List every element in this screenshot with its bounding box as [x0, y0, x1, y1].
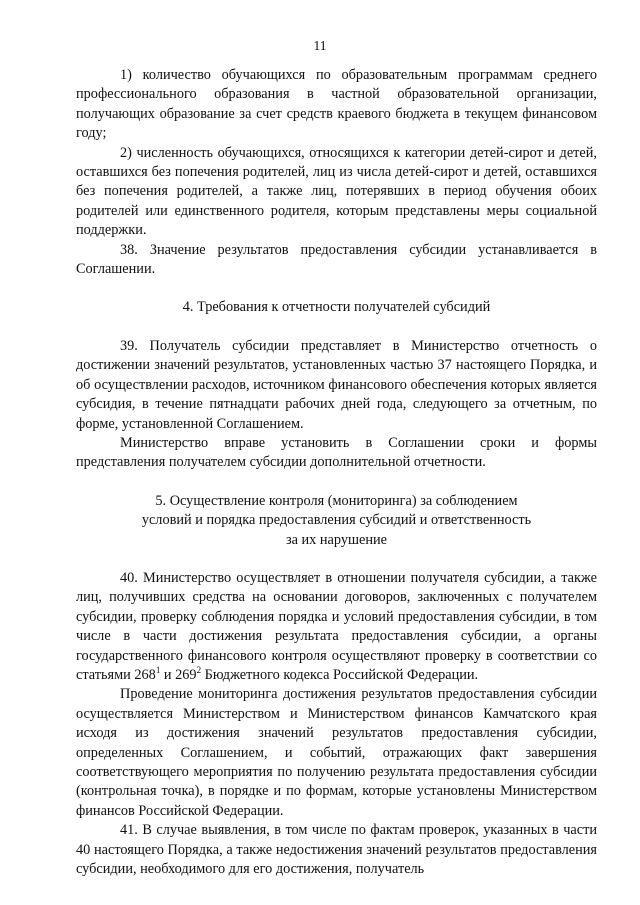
paragraph-40-text: 40. Министерство осуществляет в отношении получателя субсидии, а также лиц, получивших средства на основании договоров, заключенных с получателем субсидии, проверку соблюдения порядка и условий предоставления субсидии, в том числе в части достижения результата предоставления субсидии, а органы государственного финансового контроля осуществляют проверку в соответствии со статьями 268 — [76, 569, 597, 683]
spacer — [76, 473, 597, 492]
section-5-heading-line-3: за их нарушение — [285, 531, 388, 548]
document-body — [76, 66, 597, 879]
paragraph-monitoring: Проведение мониторинга достижения результатов предоставления субсидии осуществляется Министерством и Министерством финансов Камчатского края исходя из достижения значений результатов предоставления субсидии, определенных Соглашением, и событий, отражающих факт завершения соответствующего мероприятия по получению результата предоставления субсидии (контрольная точка), в порядке и по формам, которые установлены Министерством финансов Российской Федерации. — [76, 686, 597, 819]
paragraph-item-1: 1) количество обучающихся по образовательным программам среднего профессионального образования в частной образовательной организации, получающих образование за счет средств краевого бюджета в текущем финансовом году; — [76, 67, 597, 142]
section-4-heading: 4. Требования к отчетности получателей субсидий — [182, 299, 491, 316]
spacer — [76, 318, 597, 337]
paragraph-39-additional: Министерство вправе установить в Соглашении сроки и формы представления получателем субсидии дополнительной отчетности. — [76, 434, 597, 471]
paragraph-39: 39. Получатель субсидии представляет в Министерство отчетность о достижении значений результатов, установленных частью 37 настоящего Порядка, и об осуществлении расходов, источником финансового обеспечения которых является субсидия, в течение пятнадцати рабочих дней года, следующего за отчетным, по форме, установленной Соглашением. — [76, 337, 597, 432]
paragraph-item-2: 2) численность обучающихся, относящихся к категории детей-сирот и детей, оставшихся без попечения родителей, лиц из числа детей-сирот и детей, оставшихся без попечения родителей, а также лиц, потерявших в период обучения обоих родителей или единственного родителя, которым представлены меры социальной поддержки. — [76, 144, 597, 239]
superscript-2: 2 — [196, 665, 202, 676]
spacer — [76, 550, 597, 569]
spacer — [76, 279, 597, 298]
paragraph-41: 41. В случае выявления, в том числе по фактам проверок, указанных в части 40 настоящего Порядка, а также недостижения значений результатов предоставления субсидии, необходимого для его достижения, получатель — [76, 822, 597, 878]
paragraph-40 — [76, 569, 597, 685]
section-5-heading-line-1: 5. Осуществление контроля (мониторинга) за соблюдением — [155, 492, 518, 509]
page-number: 11 — [313, 38, 327, 53]
section-5-heading-line-2: условий и порядка предоставления субсидий и ответственность — [141, 512, 532, 529]
superscript-1: 1 — [155, 665, 161, 676]
paragraph-38: 38. Значение результатов предоставления субсидии устанавливается в Соглашении. — [76, 241, 597, 278]
paragraph-40-text-mid: и 269 — [160, 666, 197, 683]
paragraph-40-text-end: Бюджетного кодекса Российской Федерации. — [201, 666, 479, 683]
